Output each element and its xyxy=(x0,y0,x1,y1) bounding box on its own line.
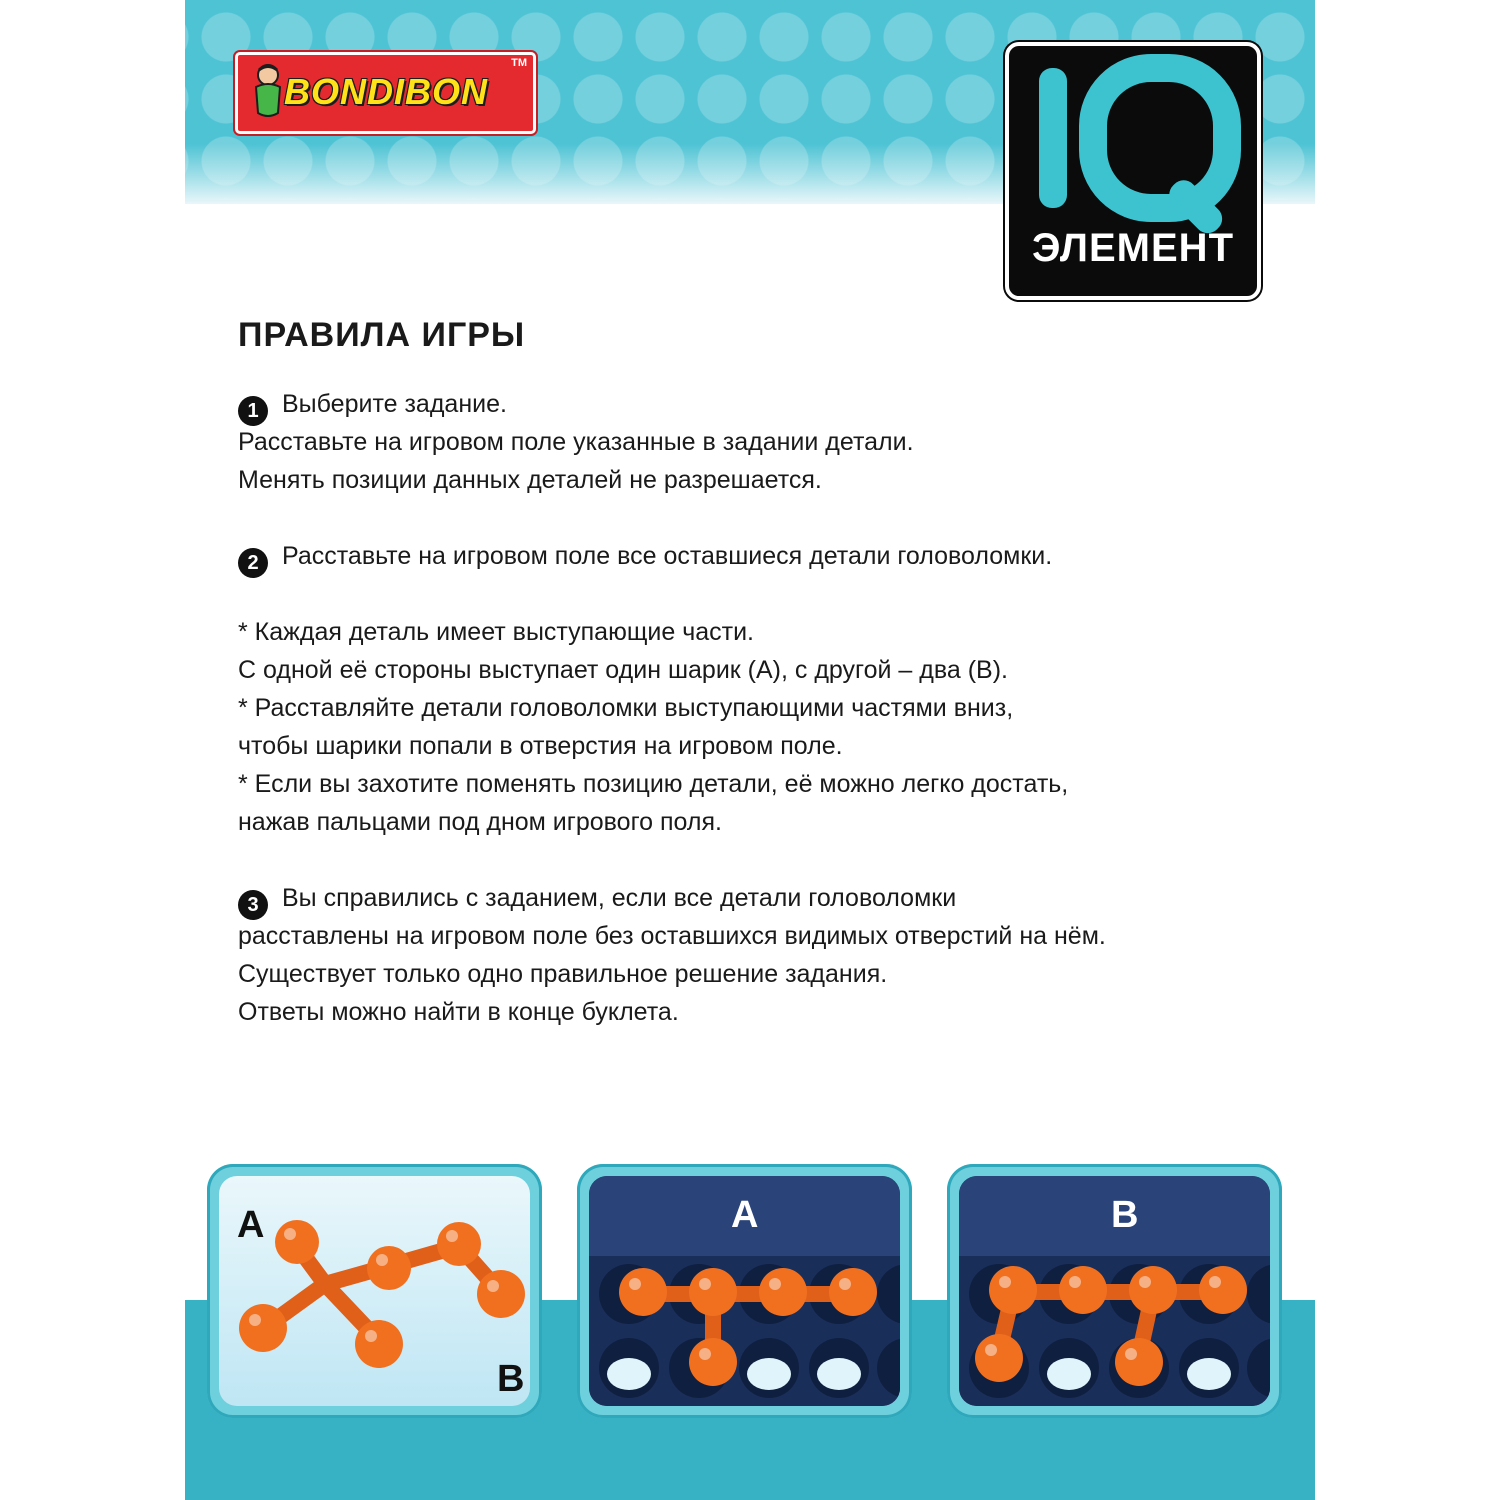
trademark: TM xyxy=(511,57,527,69)
note-line-4: чтобы шарики попали в отверстия на игровом поле. xyxy=(238,732,843,760)
panel-piece-overview xyxy=(207,1164,542,1418)
step-2-line-1: 2 Расставьте на игровом поле все оставшиеся детали головоломки. xyxy=(238,537,1298,575)
label-b: B xyxy=(497,1358,525,1400)
step-1-number: 1 xyxy=(238,396,268,426)
mascot-icon xyxy=(250,61,286,121)
note-line-6: нажав пальцами под дном игрового поля. xyxy=(238,808,722,836)
note-line-3: * Расставляйте детали головоломки выступающими частями вниз, xyxy=(238,694,1014,722)
step-2-number: 2 xyxy=(238,548,268,578)
rules-text xyxy=(238,385,1298,1031)
step-3-line-3: Существует только одно правильное решение задания. xyxy=(238,960,888,988)
orange-piece-illustration xyxy=(219,1176,530,1406)
step-3-line-1: 3 Вы справились с заданием, если все детали головоломки xyxy=(238,879,1298,917)
label-a: A xyxy=(237,1204,265,1246)
iq-letters-icon xyxy=(1009,46,1257,236)
label-b: B xyxy=(1111,1194,1139,1236)
panel-side-a xyxy=(577,1164,912,1418)
rules-title: ПРАВИЛА ИГРЫ xyxy=(238,316,526,354)
label-a: A xyxy=(731,1194,759,1236)
note-line-1: * Каждая деталь имеет выступающие части. xyxy=(238,618,755,646)
step-1-line-3: Менять позиции данных деталей не разрешается. xyxy=(238,466,822,494)
step-1-line-2: Расставьте на игровом поле указанные в задании детали. xyxy=(238,428,914,456)
step-3-line-2: расставлены на игровом поле без оставшихся видимых отверстий на нём. xyxy=(238,922,1106,950)
step-3-number: 3 xyxy=(238,890,268,920)
step-1-line-1: 1 Выберите задание. xyxy=(238,385,1298,423)
brand-name: BONDIBON xyxy=(284,71,488,112)
note-line-2: С одной её стороны выступает один шарик (A), с другой – два (B). xyxy=(238,656,1008,684)
panel-side-b xyxy=(947,1164,1282,1418)
note-line-5: * Если вы захотите поменять позицию детали, её можно легко достать, xyxy=(238,770,1069,798)
iq-element-word: ЭЛЕМЕНТ xyxy=(1032,226,1234,270)
step-3-line-4: Ответы можно найти в конце буклета. xyxy=(238,998,679,1026)
bondibon-logo xyxy=(235,52,536,134)
iq-element-logo xyxy=(1005,42,1261,300)
